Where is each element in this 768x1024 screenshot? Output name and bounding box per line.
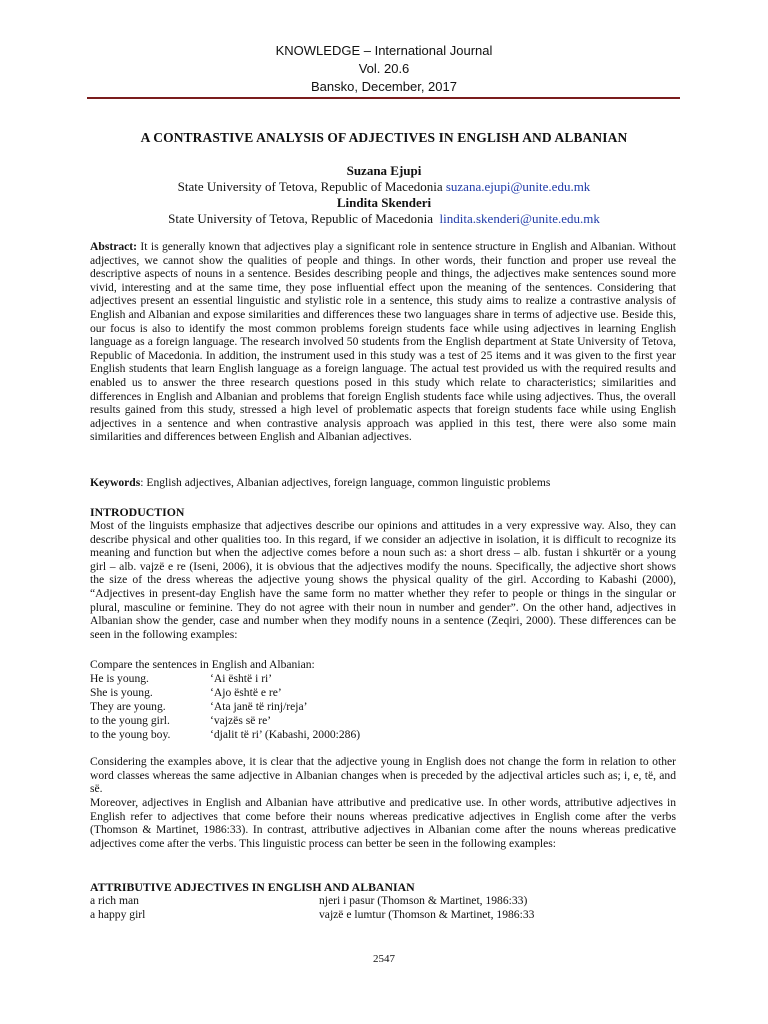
example-row: She is young. ‘Ajo është e re’ bbox=[90, 686, 282, 699]
author-name-1: Suzana Ejupi bbox=[346, 163, 422, 178]
intro-paragraph-2: Considering the examples above, it is clear that the adjective young in English does not change the form in relation to other word classes whereas the same adjective in Albanian changes when is preceded by the adjectival articles such as; i, e, të, and së. bbox=[90, 755, 676, 796]
abstract bbox=[90, 240, 676, 444]
example-row: to the young girl. ‘vajzës së re’ bbox=[90, 714, 272, 727]
page-number: 2547 bbox=[373, 953, 395, 965]
intro-paragraph-1: Most of the linguists emphasize that adjectives describe our opinions and attitudes in a very expressive way. Also, they can describe physical and other qualities too. In this regard, if we consider an adjective in isolation, it is difficult to recognize its meaning and function but when the adjective comes before a noun such as: a short dress – alb. fustan i shkurtër or a young girl – alb. vajzë e re (Iseni, 2006), it is obvious that the adjectives modify the nouns. Specifically, the adjective short shows the size of the dress whereas the adjective young shows the physical quality of the girl. According to Kabashi (2000), “Adjectives in present-day English have the same form no matter whether they refer to people or things in the singular or plural, masculine or feminine. They do not agree with their noun in number and gender”. On the other hand, adjectives in Albanian show the gender, case and number when they modify nouns in a sentence (Zeqiri, 2000). These differences can be seen in the following examples: bbox=[90, 519, 676, 641]
compare-line: Compare the sentences in English and Albanian: bbox=[90, 658, 315, 671]
attributive-heading: ATTRIBUTIVE ADJECTIVES IN ENGLISH AND ALBANIAN bbox=[90, 880, 415, 894]
header-rule bbox=[87, 97, 680, 99]
example-row: He is young. ‘Ai është i ri’ bbox=[90, 672, 273, 685]
intro-paragraph-3: Moreover, adjectives in English and Albanian have attributive and predicative use. In other words, attributive adjectives in English refer to adjectives that come before their nouns whereas predicative adjectives in English come after the verbs (Thomson & Martinet, 1986:33). In contrast, attributive adjectives in Albanian come after the nouns whereas predicative adjectives come after the verbs. This linguistic process can better be seen in the following examples: bbox=[90, 796, 676, 850]
author-affiliation-1: State University of Tetova, Republic of Macedonia suzana.ejupi@unite.edu.mk bbox=[177, 179, 591, 194]
author-email-2[interactable]: lindita.skenderi@unite.edu.mk bbox=[439, 211, 600, 226]
author-name-2: Lindita Skenderi bbox=[336, 195, 432, 210]
abstract-label: Abstract: bbox=[90, 240, 138, 253]
intro-heading: INTRODUCTION bbox=[90, 505, 185, 519]
paper-title: A CONTRASTIVE ANALYSIS OF ADJECTIVES IN ENGLISH AND ALBANIAN bbox=[140, 130, 628, 145]
keywords bbox=[90, 476, 676, 490]
example-row: to the young boy. ‘djalit të ri’ (Kabashi, 2000:286) bbox=[90, 728, 361, 741]
journal-place-date: Bansko, December, 2017 bbox=[311, 79, 457, 94]
journal-name: KNOWLEDGE – International Journal bbox=[275, 43, 493, 58]
attributive-row: a rich man njeri i pasur (Thomson & Martinet, 1986:33) bbox=[90, 894, 528, 907]
author-affiliation-2: State University of Tetova, Republic of Macedonia lindita.skenderi@unite.edu.mk bbox=[168, 211, 600, 226]
example-row: They are young. ‘Ata janë të rinj/reja’ bbox=[90, 700, 308, 713]
author-email-1[interactable]: suzana.ejupi@unite.edu.mk bbox=[445, 179, 591, 194]
keywords-text: : English adjectives, Albanian adjectives, foreign language, common linguistic problems bbox=[140, 476, 551, 489]
journal-volume: Vol. 20.6 bbox=[358, 61, 410, 76]
attributive-row: a happy girl vajzë e lumtur (Thomson & Martinet, 1986:33 bbox=[90, 908, 535, 921]
keywords-label: Keywords bbox=[90, 476, 141, 489]
abstract-text: It is generally known that adjectives play a significant role in sentence structure in English and Albanian. Without adjectives, we cannot show the qualities of people and things. In other words, their function and proper use reveal the descriptive aspects of nouns in a sentence. Besides describing people and things, the adjectives make sentences sound more vivid, interesting and at the same time, they pose influential effect upon the meaning of the sentences. Considering that adjectives present an essential linguistic and stylistic role in a sentence, this study aims to realize a contrastive analysis of English and Albanian and expose similarities and differences these two languages share in terms of adjective use. Beside this, our focus is also to identify the most common problems foreign students face while using adjectives in learning English language as a foreign language. The research involved 50 students from the English department at State University of Tetova, Republic of Macedonia. In addition, the instrument used in this study was a test of 25 items and it was given to the first year English students that learn English language as a foreign language. The actual test provided us with the required results and enabled us to answer the three research questions posed in this study which relate to characteristics; similarities and differences in English and Albanian and problems that foreign English students face while using adjectives. Thus, the overall results gained from this study, stressed a high level of problematic aspects that foreign students face while using English adjectives in a sentence and when contrastive analysis approach was applied in this test, there were also some main similarities and differences between English and Albanian adjectives. bbox=[90, 240, 676, 444]
